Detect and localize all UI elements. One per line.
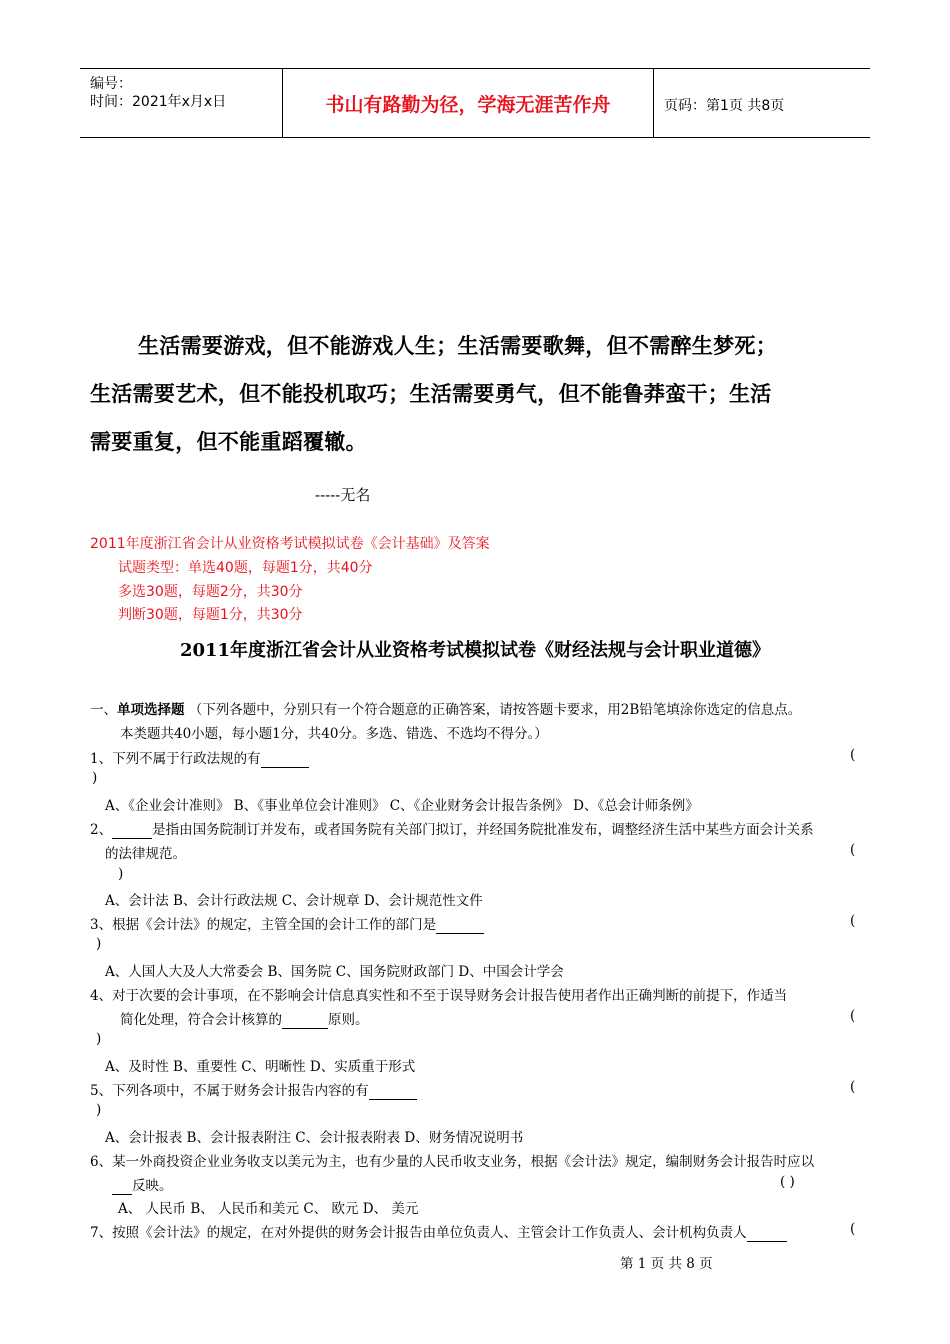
question-5-text: 5、下列各项中，不属于财务会计报告内容的有 xyxy=(90,1083,369,1099)
header-table xyxy=(80,68,870,138)
question-2 xyxy=(90,818,814,839)
answer-blank xyxy=(747,1225,787,1242)
answer-blank xyxy=(112,822,152,839)
page-info: 页码：第1页 共8页 xyxy=(664,98,785,114)
question-3 xyxy=(90,913,484,934)
quote-author: -----无名 xyxy=(315,486,371,504)
paren-open: ( xyxy=(850,913,856,929)
question-4-text-end: 原则。 xyxy=(328,1012,369,1028)
paren-open: ( xyxy=(850,1221,856,1237)
question-6-options: A、 人民币 B、 人民币和美元 C、 欧元 D、 美元 xyxy=(118,1201,419,1217)
answer-paren: ( ) xyxy=(780,1174,795,1190)
question-3-options: A、人国人大及人大常委会 B、国务院 C、国务院财政部门 D、中国会计学会 xyxy=(105,964,564,980)
question-4-text-cont: 简化处理，符合会计核算的 xyxy=(120,1012,282,1028)
section-desc-1: （下列各题中，分别只有一个符合题意的正确答案，请按答题卡要求，用2B铅笔填涂你选定的信息点。 xyxy=(188,702,802,718)
date-line: 时间：2021年x月x日 xyxy=(90,94,227,110)
number-label: 编号： xyxy=(90,76,132,92)
paren-open: ( xyxy=(850,1008,856,1024)
answer-blank xyxy=(436,917,484,934)
question-3-text: 3、根据《会计法》的规定，主管全国的会计工作的部门是 xyxy=(90,917,437,933)
question-6-text: 6、某一外商投资企业业务收支以美元为主，也有少量的人民币收支业务，根据《会计法》规定，编制财务会计报告时应以 xyxy=(90,1154,815,1170)
question-2-options: A、会计法 B、会计行政法规 C、会计规章 D、会计规范性文件 xyxy=(105,893,483,909)
question-2-num: 2、 xyxy=(90,822,113,838)
quote-line-3: 需要重复，但不能重蹈覆辙。 xyxy=(90,430,367,454)
paren-close: ) xyxy=(96,936,102,952)
section-heading xyxy=(90,698,801,718)
paren-close: ) xyxy=(118,866,124,882)
header-meta-cell xyxy=(80,69,283,137)
question-6 xyxy=(112,1174,173,1195)
answer-blank xyxy=(261,751,309,768)
answer-blank xyxy=(369,1083,417,1100)
exam-title: 2011年度浙江省会计从业资格考试模拟试卷《财经法规与会计职业道德》 xyxy=(179,640,771,661)
paren-close: ) xyxy=(96,1031,102,1047)
question-1 xyxy=(90,747,309,768)
quote-line-1: 生活需要游戏，但不能游戏人生；生活需要歌舞，但不需醉生梦死； xyxy=(138,334,777,358)
intro-title: 2011年度浙江省会计从业资格考试模拟试卷《会计基础》及答案 xyxy=(90,536,490,552)
question-5-options: A、会计报表 B、会计报表附注 C、会计报表附表 D、财务情况说明书 xyxy=(105,1130,524,1146)
question-7-text: 7、按照《会计法》的规定，在对外提供的财务会计报告由单位负责人、主管会计工作负责人、会计机构负责人 xyxy=(90,1225,747,1241)
question-4-text: 4、对于次要的会计事项，在不影响会计信息真实性和不至于误导财务会计报告使用者作出正确判断的前提下，作适当 xyxy=(90,988,788,1004)
paren-close: ) xyxy=(96,1102,102,1118)
question-5 xyxy=(90,1079,417,1100)
answer-blank xyxy=(282,1012,328,1029)
section-prefix: 一、 xyxy=(90,702,117,718)
question-6-text-end: 反映。 xyxy=(132,1178,173,1194)
intro-type-single: 试题类型：单选40题，每题1分，共40分 xyxy=(118,560,373,576)
motto: 书山有路勤为径，学海无涯苦作舟 xyxy=(283,69,654,137)
intro-type-multi: 多选30题，每题2分，共30分 xyxy=(118,584,303,600)
question-1-text: 1、下列不属于行政法规的有 xyxy=(90,751,261,767)
answer-blank xyxy=(112,1178,132,1195)
question-2-text-cont: 的法律规范。 xyxy=(105,846,186,862)
paren-close: ) xyxy=(92,770,98,786)
section-desc-2: 本类题共40小题，每小题1分，共40分。多选、错选、不选均不得分。） xyxy=(120,726,548,742)
paren-open: ( xyxy=(850,1079,856,1095)
question-4 xyxy=(120,1008,369,1029)
section-name: 单项选择题 xyxy=(117,702,185,718)
intro-type-judge: 判断30题，每题1分，共30分 xyxy=(118,607,303,623)
question-1-options: A、《企业会计准则》 B、《事业单位会计准则》 C、《企业财务会计报告条例》 D、《总会计师条例》 xyxy=(105,798,699,814)
question-7 xyxy=(90,1221,787,1242)
quote-block xyxy=(90,322,865,466)
quote-line-2: 生活需要艺术，但不能投机取巧；生活需要勇气，但不能鲁莽蛮干；生活 xyxy=(90,382,772,406)
paren-open: ( xyxy=(850,842,856,858)
page-footer: 第 1 页 共 8 页 xyxy=(620,1256,713,1272)
question-4-options: A、及时性 B、重要性 C、明晰性 D、实质重于形式 xyxy=(105,1059,416,1075)
question-2-text: 是指由国务院制订并发布，或者国务院有关部门拟订，并经国务院批准发布，调整经济生活中某些方面会计关系 xyxy=(152,822,814,838)
paren-open: ( xyxy=(850,747,856,763)
